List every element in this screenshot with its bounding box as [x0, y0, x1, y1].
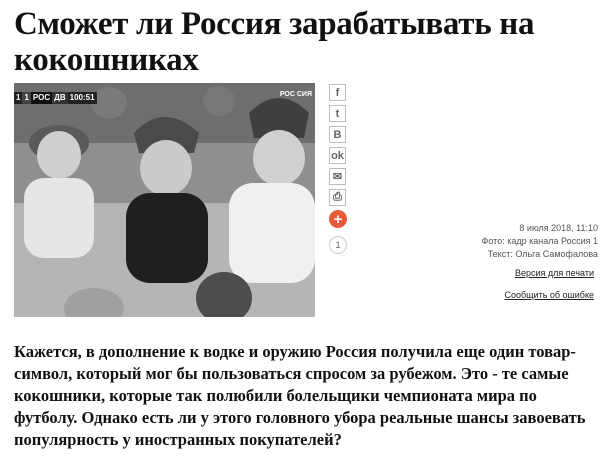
photo-credit: Фото: кадр канала Россия 1: [481, 236, 598, 246]
print-icon[interactable]: ⎙: [329, 189, 346, 206]
score-b: 1: [24, 93, 29, 102]
article-title: Сможет ли Россия зарабатывать на кокошниках: [14, 6, 535, 78]
share-panel: [329, 84, 347, 254]
team-b: ДВ: [54, 93, 66, 102]
score-a: 1: [16, 93, 21, 102]
twitter-icon[interactable]: t: [329, 105, 346, 122]
article-photo: [14, 83, 315, 317]
print-version-link[interactable]: Версия для печати: [514, 268, 594, 278]
odnoklassniki-icon[interactable]: ok: [329, 147, 346, 164]
article-meta: [482, 222, 598, 261]
stadium-crowd-image: [14, 83, 315, 317]
share-count: 1: [329, 236, 347, 254]
mail-icon[interactable]: ✉: [329, 168, 346, 185]
match-score-overlay: [14, 92, 97, 104]
article-tools: [504, 267, 594, 311]
team-a: РОС: [32, 93, 51, 102]
text-credit: Текст: Ольга Самофалова: [487, 249, 598, 259]
article-lead: Кажется, в дополнение к водке и оружию Россия получила еще один товар-символ, который мог бы пользоваться спросом за рубежом. Это - те самые кокошники, которые так полюбили болельщики чемпионата мира по футболу. Однако есть ли у этого головного убора реальные шансы завоевать популярность у иностранных покупателей?: [14, 342, 586, 449]
facebook-icon[interactable]: f: [329, 84, 346, 101]
vk-icon[interactable]: B: [329, 126, 346, 143]
report-error-link[interactable]: Сообщить об ошибке: [504, 290, 594, 300]
channel-logo: РОС СИЯ: [279, 91, 312, 98]
match-time: 100:51: [69, 93, 95, 102]
more-share-icon[interactable]: +: [329, 210, 347, 228]
article-date: 8 июля 2018, 11:10: [519, 223, 598, 233]
